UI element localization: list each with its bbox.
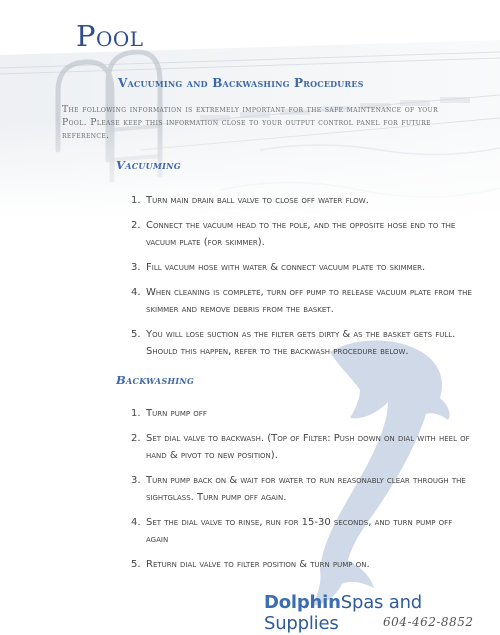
company-phone: 604-462-8852 [383,615,474,629]
company-logo-text: DolphinSpas and Supplies [264,592,423,634]
list-item: 3. Fill vacuum hose with water & connect vacuum plate to skimmer. [131,262,426,273]
vacuuming-heading: Vacuuming [116,158,181,172]
list-item: 1. Turn main drain ball valve to close off water flow. [131,195,369,206]
list-item: 5. You will lose suction as the filter gets dirty & as the basket gets full. Should this happen, refer to the backwash procedure below. [131,329,456,357]
list-item: 2. Connect the vacuum head to the pole, and the opposite hose end to the vacuum plate (for skimmer). [131,220,456,248]
backwashing-steps-list [131,405,476,573]
list-item: 3. Turn pump back on & wait for water to run reasonably clear through the sightglass. Turn pump off again. [131,475,466,503]
list-item: 5. Return dial valve to filter position & turn pump on. [131,559,370,570]
list-item: 4. Set the dial valve to rinse, run for 15-30 seconds, and turn pump off again [131,517,453,545]
page-subtitle: Vacuuming and Backwashing Procedures [118,76,364,90]
intro-paragraph: The following information is extremely important for the safe maintenance of your Pool. Please keep this information close to your output control panel for future reference. [62,104,438,141]
list-item: 4. When cleaning is complete, turn off pump to release vacuum plate from the skimmer and remove debris from the basket. [131,287,472,315]
page-title: Pool [76,19,144,53]
list-item: 1. Turn pump off [131,408,207,419]
vacuuming-steps-list [131,192,476,360]
list-item: 2. Set dial valve to backwash. (Top of Filter: Push down on dial with heel of hand & pivot to new position). [131,433,470,461]
backwashing-heading: Backwashing [116,373,195,387]
